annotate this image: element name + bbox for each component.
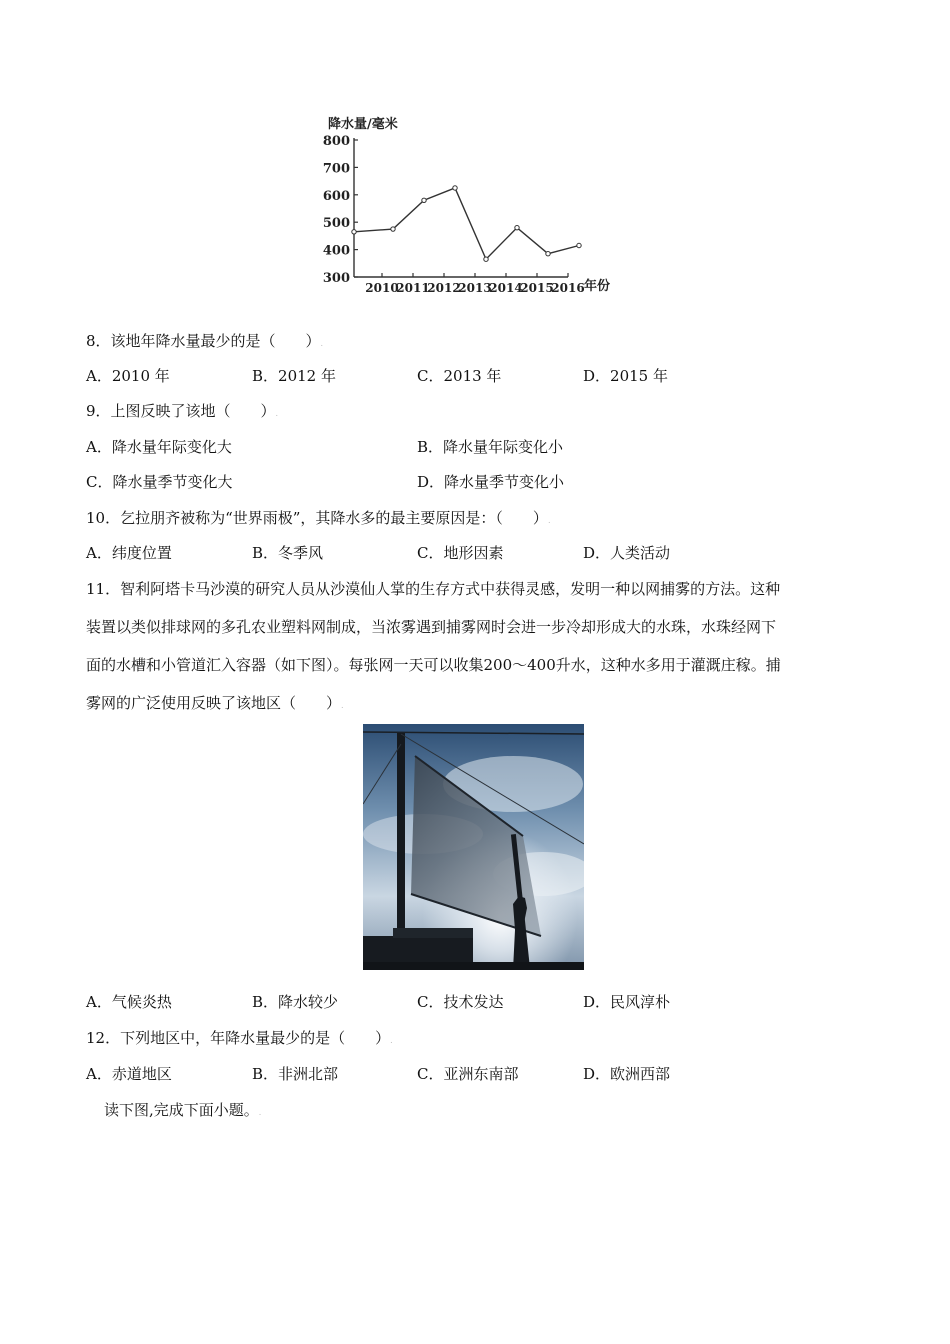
question-11-stem xyxy=(86,570,866,725)
question-12-stem: 12．下列地区中，年降水量最少的是（ ）. xyxy=(86,1029,393,1047)
question-10-option-c[interactable]: C．地形因素 xyxy=(417,544,504,562)
chart-x-tick-label: 2011 xyxy=(396,281,430,295)
chart-x-tick-label: 2016 xyxy=(551,281,585,295)
fog-net-photo xyxy=(363,724,584,970)
question-8-option-b[interactable]: B．2012 年 xyxy=(252,367,336,385)
question-8-option-c[interactable]: C．2013 年 xyxy=(417,367,502,385)
question-10-option-a[interactable]: A．纬度位置 xyxy=(86,544,172,562)
chart-y-tick-label: 400 xyxy=(322,243,350,259)
question-11-line-1: 11．智利阿塔卡马沙漠的研究人员从沙漠仙人掌的生存方式中获得灵感，发明一种以网捕雾的方法。这种 xyxy=(86,580,781,598)
chart-data-point xyxy=(422,198,426,202)
reading-instruction: 读下图,完成下面小题。. xyxy=(104,1101,262,1119)
chart-series-line xyxy=(354,188,579,259)
question-8-option-a[interactable]: A．2010 年 xyxy=(86,367,170,385)
question-12-option-a[interactable]: A．赤道地区 xyxy=(86,1065,172,1083)
chart-y-tick-label: 800 xyxy=(322,134,350,149)
question-9-option-d[interactable]: D．降水量季节变化小 xyxy=(417,473,565,491)
question-11-line-4: 雾网的广泛使用反映了该地区（ ）. xyxy=(86,694,344,712)
chart-x-tick-label: 2015 xyxy=(520,281,554,295)
question-11-option-c[interactable]: C．技术发达 xyxy=(417,993,504,1011)
question-10-option-d[interactable]: D．人类活动 xyxy=(583,544,671,562)
question-12-option-c[interactable]: C．亚洲东南部 xyxy=(417,1065,519,1083)
question-9-option-a[interactable]: A．降水量年际变化大 xyxy=(86,438,232,456)
chart-data-point xyxy=(515,225,519,229)
chart-data-point xyxy=(453,186,457,190)
chart-y-tick-label: 600 xyxy=(322,188,350,204)
chart-x-tick-label: 2014 xyxy=(489,281,523,295)
chart-data-point xyxy=(484,257,488,261)
chart-ylabel: 降水量/毫米 xyxy=(328,117,398,132)
chart-x-tick-label: 2010 xyxy=(365,281,399,295)
chart-data-point xyxy=(546,252,550,256)
chart-y-tick-label: 700 xyxy=(322,161,350,177)
chart-y-tick-label: 300 xyxy=(322,271,350,286)
chart-x-tick-label: 2012 xyxy=(427,281,461,295)
question-11-option-b[interactable]: B．降水较少 xyxy=(252,993,339,1011)
question-11-option-d[interactable]: D．民风淳朴 xyxy=(583,993,671,1011)
question-11-line-3: 面的水槽和小管道汇入容器（如下图）。每张网一天可以收集200～400升水，这种水多用于灌溉庄稼。捕 xyxy=(86,656,781,674)
question-9-option-b[interactable]: B．降水量年际变化小 xyxy=(417,438,564,456)
chart-x-tick-label: 2013 xyxy=(458,281,492,295)
question-9-option-c[interactable]: C．降水量季节变化大 xyxy=(86,473,233,491)
question-9-stem: 9．上图反映了该地（ ）. xyxy=(86,402,279,420)
question-8-stem: 8．该地年降水量最少的是（ ）. xyxy=(86,332,324,350)
question-12-option-d[interactable]: D．欧洲西部 xyxy=(583,1065,671,1083)
chart-y-tick-label: 500 xyxy=(322,216,350,232)
chart-data-point xyxy=(352,230,356,234)
question-11-option-a[interactable]: A．气候炎热 xyxy=(86,993,172,1011)
question-10-option-b[interactable]: B．冬季风 xyxy=(252,544,324,562)
question-11-line-2: 装置以类似排球网的多孔农业塑料网制成，当浓雾遇到捕雾网时会进一步冷却形成大的水珠，水珠经网下 xyxy=(86,618,777,636)
chart-data-point xyxy=(391,227,395,231)
question-12-option-b[interactable]: B．非洲北部 xyxy=(252,1065,339,1083)
question-8-option-d[interactable]: D．2015 年 xyxy=(583,367,668,385)
chart-data-point xyxy=(577,243,581,247)
precipitation-chart-svg xyxy=(318,110,648,305)
precipitation-chart xyxy=(318,110,648,305)
chart-xlabel: 年份 xyxy=(584,279,611,294)
question-10-stem: 10．乞拉朋齐被称为“世界雨极”，其降水多的最主要原因是：（ ）. xyxy=(86,509,551,527)
